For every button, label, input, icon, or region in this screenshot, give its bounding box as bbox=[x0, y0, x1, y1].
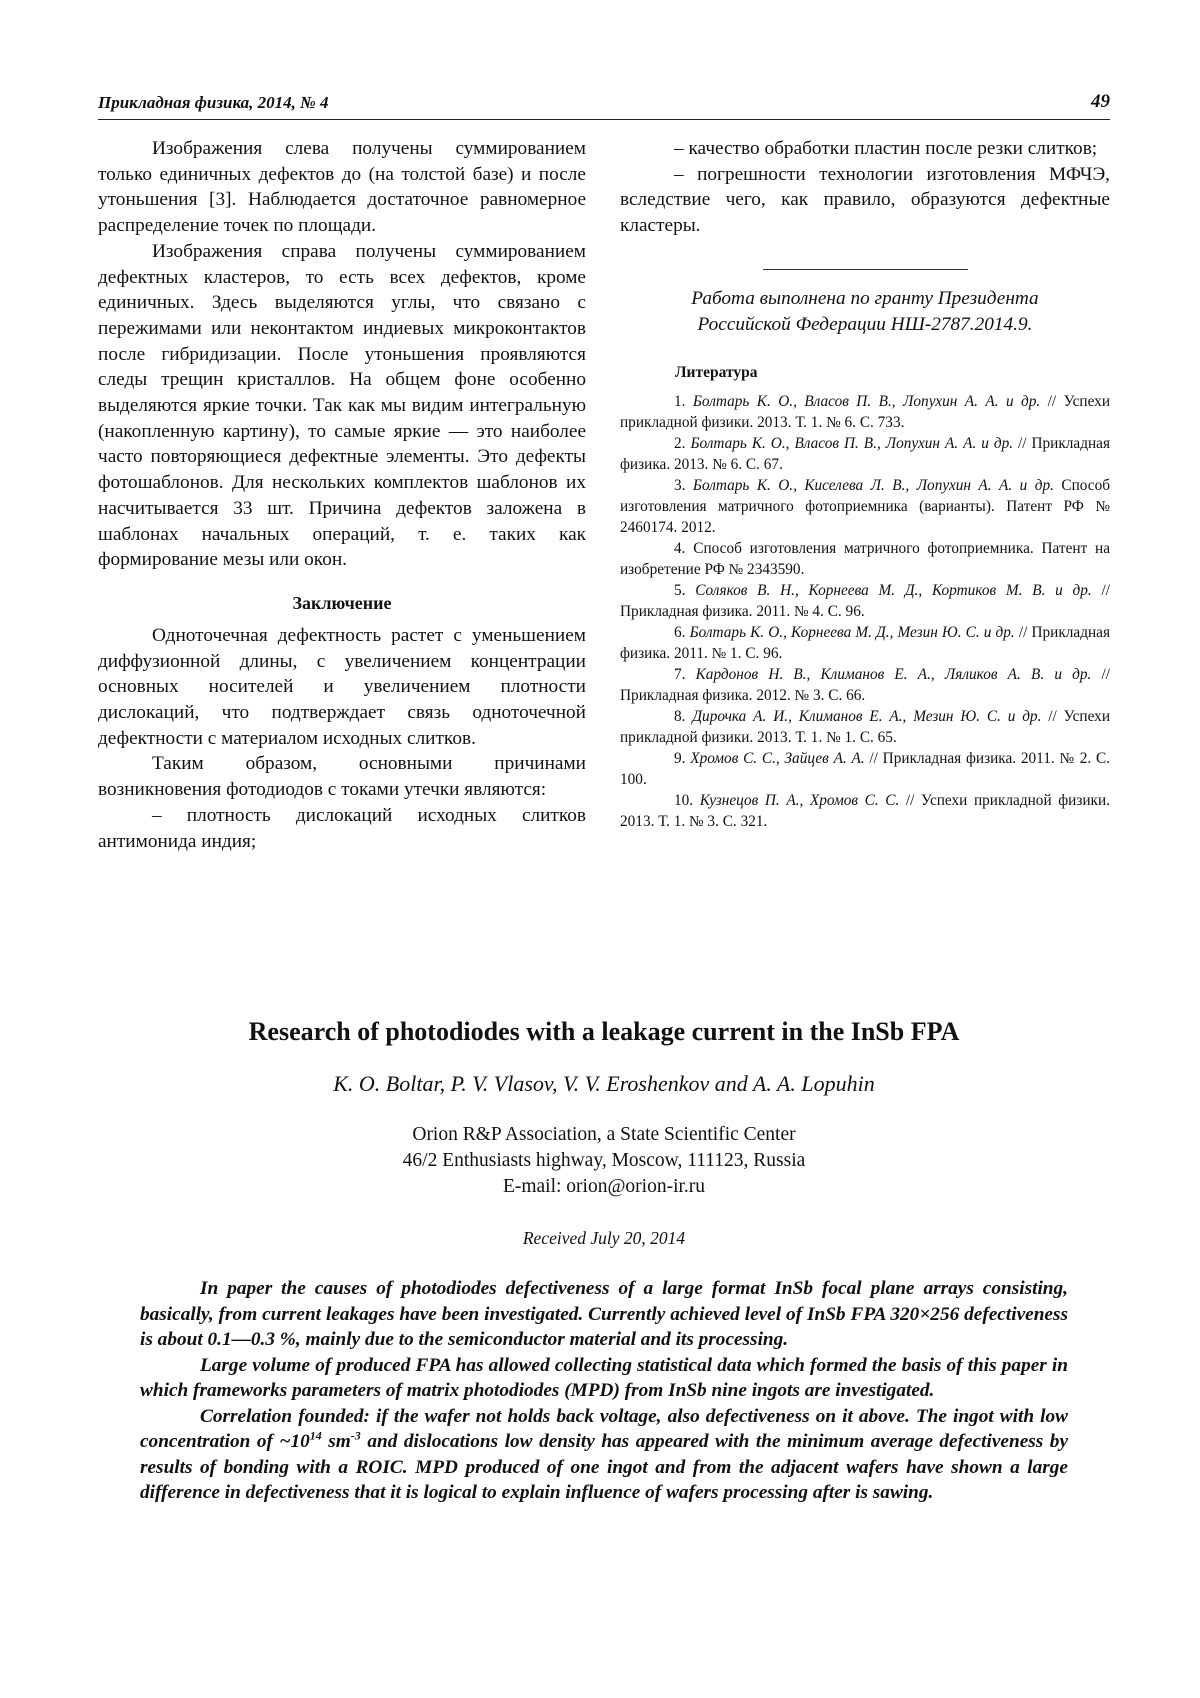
superscript: -3 bbox=[350, 1428, 361, 1443]
reference-number: 5. bbox=[674, 582, 696, 600]
reference-authors: Кардонов Н. В., Климанов Е. А., Ляликов А. В. и др. bbox=[695, 666, 1092, 684]
reference-item bbox=[620, 475, 1110, 538]
reference-number: 9. bbox=[674, 750, 691, 768]
abstract-paragraph bbox=[140, 1404, 1068, 1506]
page-number: 49 bbox=[1091, 91, 1110, 112]
references-heading: Литература bbox=[675, 364, 758, 382]
grant-line: Работа выполнена по гранту Президента bbox=[691, 287, 1039, 309]
reference-item bbox=[620, 433, 1110, 475]
reference-authors: Соляков В. Н., Корнеева М. Д., Кортиков М. В. и др. bbox=[695, 582, 1092, 600]
english-title: Research of photodiodes with a leakage current in the InSb FPA bbox=[248, 1017, 960, 1046]
reference-source: // Прикладная физика. 2011. № 4. С. 96. bbox=[620, 582, 1110, 621]
reference-source: // Прикладная физика. 2011. № 1. С. 96. bbox=[620, 624, 1110, 663]
reference-source: Способ изготовления матричного фотоприемника. Патент на изобретение РФ № 2343590. bbox=[620, 540, 1110, 579]
running-header bbox=[98, 93, 1110, 120]
reference-authors: Болтарь К. О., Киселева Л. В., Лопухин А. А. и др. bbox=[692, 477, 1054, 495]
conclusion-heading: Заключение bbox=[292, 592, 392, 613]
reference-number: 10. bbox=[674, 792, 700, 810]
conclusion-paragraph: Таким образом, основными причинами возникновения фотодиодов с токами утечки являются: bbox=[98, 753, 586, 801]
separator-line bbox=[763, 269, 968, 270]
reference-item bbox=[620, 391, 1110, 433]
right-column bbox=[620, 136, 1110, 832]
references-list bbox=[620, 391, 1110, 832]
reference-authors: Болтарь К. О., Корнеева М. Д., Мезин Ю. С. и др. bbox=[689, 624, 1015, 642]
grant-acknowledgement bbox=[620, 286, 1110, 337]
reference-item bbox=[620, 580, 1110, 622]
reference-authors: Хромов С. С., Зайцев А. А. bbox=[690, 750, 865, 768]
email-line: E-mail: orion@orion-ir.ru bbox=[502, 1176, 706, 1197]
reference-number: 7. bbox=[674, 666, 696, 684]
reference-authors: Болтарь К. О., Власов П. В., Лопухин А. А. и др. bbox=[692, 393, 1041, 411]
reference-item bbox=[620, 538, 1110, 580]
reference-item bbox=[620, 748, 1110, 790]
affiliation-line: 46/2 Enthusiasts highway, Moscow, 111123, Russia bbox=[402, 1150, 806, 1171]
reference-source: Способ изготовления матричного фотоприемника (варианты). Патент РФ № 2460174. 2012. bbox=[620, 477, 1111, 537]
reference-number: 3. bbox=[674, 477, 693, 495]
grant-line: Российской Федерации НШ-2787.2014.9. bbox=[697, 313, 1033, 335]
reference-item bbox=[620, 622, 1110, 664]
reference-item bbox=[620, 706, 1110, 748]
conclusion-list-item: – качество обработки пластин после резки слитков; bbox=[674, 138, 1098, 159]
body-paragraph: Изображения слева получены суммированием только единичных дефектов до (на толстой базе) и после утоньшения [3]. Наблюдается достаточное равномерное распределение точек по площади. bbox=[98, 138, 586, 237]
reference-source: // Успехи прикладной физики. 2013. Т. 1. № 6. С. 733. bbox=[620, 393, 1111, 432]
received-date: Received July 20, 2014 bbox=[522, 1228, 686, 1248]
abstract-text: and dislocations low density has appeared with the minimum average defectiveness by results of bonding with a ROIC. MPD produced of one ingot and from the adjacent wafers have shown a large difference in defectiveness that it is logical to explain influence of wafers processing after is sawing. bbox=[140, 1431, 1068, 1503]
reference-number: 2. bbox=[674, 435, 691, 453]
reference-source: // Успехи прикладной физики. 2013. Т. 1. № 3. С. 321. bbox=[620, 792, 1110, 831]
reference-item bbox=[620, 790, 1110, 832]
reference-source: // Прикладная физика. 2012. № 3. С. 66. bbox=[620, 666, 1110, 705]
reference-authors: Болтарь К. О., Власов П. В., Лопухин А. А. и др. bbox=[690, 435, 1014, 453]
abstract-paragraph: Large volume of produced FPA has allowed collecting statistical data which formed the basis of this paper in which frameworks parameters of matrix photodiodes (MPD) from InSb nine ingots are investigated. bbox=[140, 1354, 1068, 1401]
abstract-paragraph: In paper the causes of photodiodes defectiveness of a large format InSb focal plane arrays consisting, basically, from current leakages have been investigated. Currently achieved level of InSb FPA 320×256 defectiveness is about 0.1—0.3 %, mainly due to the semiconductor material and its processing. bbox=[140, 1278, 1068, 1350]
body-paragraph: Изображения справа получены суммированием дефектных кластеров, то есть всех дефектов, кроме единичных. Здесь выделяются углы, что связано с пережимами или неконтактом индиевых микроконтактов после гибридизации. После утоньшения проявляются следы трещин кристаллов. На общем фоне особенно выделяются яркие точки. Так как мы видим интегральную (накопленную картину), то самые яркие — это наиболее часто повторяющиеся дефектные элементы. Это дефекты фотошаблонов. Для нескольких комплектов шаблонов их насчитывается 33 шт. Причина дефектов заложена в шаблонах начальных операций, т. е. таких как формирование мезы или окон. bbox=[98, 240, 586, 571]
journal-title: Прикладная физика, 2014, № 4 bbox=[98, 93, 329, 112]
reference-source: // Прикладная физика. 2013. № 6. С. 67. bbox=[620, 435, 1110, 474]
reference-number: 1. bbox=[674, 393, 693, 411]
superscript: 14 bbox=[309, 1428, 322, 1443]
reference-source: // Успехи прикладной физики. 2013. Т. 1. № 1. С. 65. bbox=[620, 708, 1111, 747]
reference-number: 4. bbox=[674, 540, 694, 558]
reference-number: 8. bbox=[674, 708, 693, 726]
english-authors: K. O. Boltar, P. V. Vlasov, V. V. Eroshenkov and A. A. Lopuhin bbox=[333, 1071, 875, 1096]
left-column bbox=[98, 136, 586, 854]
abstract-text: Correlation founded: if the wafer not holds back voltage, also defectiveness on it above. The ingot with low concentration of ~10 bbox=[140, 1405, 1068, 1452]
reference-source: // Прикладная физика. 2011. № 2. С. 100. bbox=[620, 750, 1111, 789]
english-affiliation bbox=[98, 1122, 1110, 1200]
reference-number: 6. bbox=[674, 624, 690, 642]
conclusion-paragraph: Одноточечная дефектность растет с уменьшением диффузионной длины, с увеличением концентрации основных носителей и увеличением плотности дислокаций, что подтверждает связь одноточечной дефектности с материалом исходных слитков. bbox=[98, 624, 586, 749]
reference-item bbox=[620, 664, 1110, 706]
reference-authors: Кузнецов П. А., Хромов С. С. bbox=[699, 792, 900, 810]
conclusion-list-item: – погрешности технологии изготовления МФЧЭ, вследствие чего, как правило, образуются дефектные кластеры. bbox=[620, 163, 1110, 237]
english-abstract bbox=[140, 1276, 1068, 1506]
abstract-text: sm bbox=[321, 1431, 351, 1452]
reference-authors: Дирочка А. И., Климанов Е. А., Мезин Ю. С. и др. bbox=[692, 708, 1042, 726]
affiliation-line: Orion R&P Association, a State Scientific Center bbox=[412, 1124, 796, 1145]
conclusion-list-item: – плотность дислокаций исходных слитков антимонида индия; bbox=[98, 804, 586, 852]
